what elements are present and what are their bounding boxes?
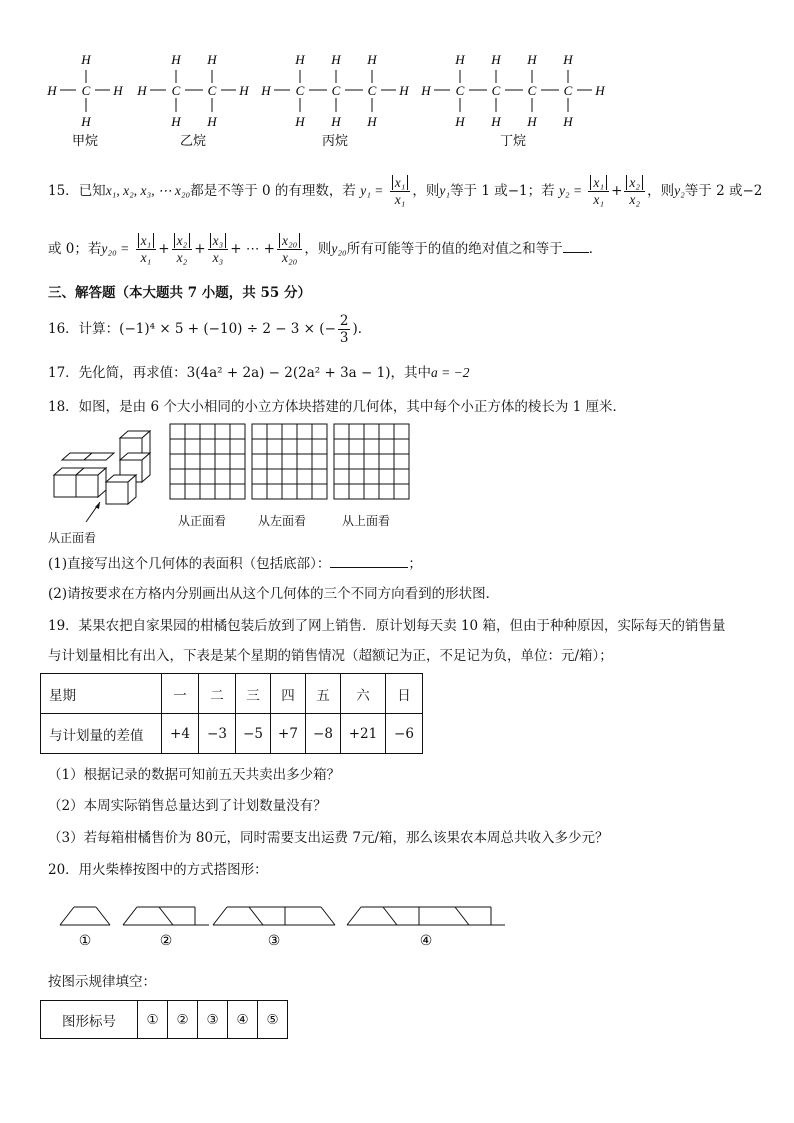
q15-fraction-3a bbox=[136, 233, 157, 266]
hydrogen-atom: H bbox=[563, 52, 573, 67]
grid-cell[interactable] bbox=[282, 469, 297, 484]
match-line bbox=[383, 907, 397, 925]
q15-y2: y₂ = bbox=[558, 183, 583, 198]
q15-text-6: 等于 2 或−2 bbox=[684, 183, 763, 199]
grid-cell[interactable] bbox=[282, 439, 297, 454]
q19-day: 三 bbox=[236, 674, 271, 714]
grid-cell[interactable] bbox=[200, 469, 215, 484]
grid-cell[interactable] bbox=[215, 424, 230, 439]
hydrogen-atom: H bbox=[399, 83, 409, 98]
q19-day: 一 bbox=[162, 674, 199, 714]
q19-day: 六 bbox=[341, 674, 386, 714]
matchstick-figure bbox=[123, 907, 209, 925]
grid-cell[interactable] bbox=[312, 454, 327, 469]
q15-line2 bbox=[48, 233, 602, 266]
grid-cell[interactable] bbox=[364, 424, 379, 439]
hydrogen-atom: H bbox=[455, 52, 465, 67]
q19-day: 五 bbox=[306, 674, 341, 714]
grid-cell[interactable] bbox=[267, 424, 282, 439]
hydrogen-atom: H bbox=[113, 83, 123, 98]
q19-line2: 与计划量相比有出入，下表是某个星期的销售情况（超额记为正，不足记为负，单位：元/箱）； bbox=[48, 648, 613, 664]
grid-cell[interactable] bbox=[349, 454, 364, 469]
q15-y20: y₂₀ = bbox=[101, 241, 130, 256]
grid-cell[interactable] bbox=[334, 469, 349, 484]
grid-cell[interactable] bbox=[379, 439, 394, 454]
q20-figure-table bbox=[40, 1000, 288, 1039]
molecule-name: 丙烷 bbox=[321, 133, 349, 148]
grid-cell[interactable] bbox=[170, 469, 185, 484]
grid-cell[interactable] bbox=[200, 424, 215, 439]
q19-value: −6 bbox=[386, 714, 423, 754]
matchstick-figure bbox=[213, 907, 335, 925]
hydrogen-atom: H bbox=[295, 52, 305, 67]
grid-cell[interactable] bbox=[185, 439, 200, 454]
grid-cell[interactable] bbox=[170, 439, 185, 454]
grid-cell[interactable] bbox=[379, 424, 394, 439]
q18-grid-label-left: 从左面看 bbox=[258, 514, 307, 528]
grid-cell[interactable] bbox=[200, 439, 215, 454]
q19-value: +7 bbox=[271, 714, 306, 754]
q18-text: 18．如图，是由 6 个大小相同的小立方体块搭建的几何体，其中每个小正方体的棱长为 1 厘米． bbox=[48, 399, 627, 415]
q20-matchstick-figures bbox=[0, 895, 794, 955]
q15-frac3d-den: x₂₀ bbox=[281, 250, 298, 265]
q15-fraction-2a bbox=[588, 175, 609, 208]
grid-cell[interactable] bbox=[215, 484, 230, 499]
hydrogen-atom: H bbox=[261, 83, 271, 98]
carbon-atom: C bbox=[367, 83, 377, 98]
q19-value: −5 bbox=[236, 714, 271, 754]
q18-grid-label-front: 从正面看 bbox=[178, 514, 227, 528]
q19-table-value-row bbox=[41, 714, 423, 754]
q15-fraction-1 bbox=[390, 175, 411, 208]
q15-answer-blank[interactable] bbox=[563, 252, 589, 253]
q18-cube-figure bbox=[48, 430, 160, 525]
hydrogen-atom: H bbox=[295, 114, 305, 129]
q19-value: +21 bbox=[341, 714, 386, 754]
hydrogen-atom: H bbox=[171, 114, 181, 129]
match-line bbox=[159, 907, 173, 925]
grid-cell[interactable] bbox=[230, 469, 245, 484]
carbon-atom: C bbox=[295, 83, 305, 98]
q19-value: +4 bbox=[162, 714, 199, 754]
q20-table-col: ② bbox=[168, 1001, 198, 1039]
hydrogen-atom: H bbox=[491, 52, 501, 67]
grid-cell[interactable] bbox=[200, 484, 215, 499]
q17-value: a = −2 bbox=[430, 365, 470, 380]
grid-cell[interactable] bbox=[215, 469, 230, 484]
q19-row-label: 与计划量的差值 bbox=[41, 714, 162, 754]
q18-answer-blank[interactable] bbox=[330, 567, 408, 568]
hydrogen-atom: H bbox=[47, 83, 57, 98]
grid-cell[interactable] bbox=[312, 424, 327, 439]
drawing-grid[interactable] bbox=[170, 424, 245, 499]
figure-label: ② bbox=[159, 934, 173, 949]
q19-header-label: 星期 bbox=[41, 674, 162, 714]
grid-cell[interactable] bbox=[334, 439, 349, 454]
q15-frac1-den: x₁ bbox=[394, 192, 406, 207]
grid-cell[interactable] bbox=[394, 469, 409, 484]
grid-cell[interactable] bbox=[334, 454, 349, 469]
section-3-heading: 三、解答题（本大题共 7 小题，共 55 分） bbox=[48, 285, 311, 301]
grid-cell[interactable] bbox=[200, 454, 215, 469]
q15-frac3b-den: x₂ bbox=[176, 250, 188, 265]
hydrogen-atom: H bbox=[455, 114, 465, 129]
grid-cell[interactable] bbox=[312, 469, 327, 484]
q19-sub1: （1）根据记录的数据可知前五天共卖出多少箱？ bbox=[48, 767, 341, 783]
grid-cell[interactable] bbox=[379, 469, 394, 484]
q15-fraction-3c bbox=[208, 233, 229, 266]
grid-cell[interactable] bbox=[230, 454, 245, 469]
hydrogen-atom: H bbox=[563, 114, 573, 129]
grid-cell[interactable] bbox=[252, 439, 267, 454]
match-line bbox=[321, 907, 335, 925]
q15-frac3c-num: x₃ bbox=[210, 233, 227, 248]
q18-sub2: (2)请按要求在方格内分别画出从这个几何体的三个不同方向看到的形状图． bbox=[48, 586, 500, 602]
grid-cell[interactable] bbox=[267, 469, 282, 484]
grid-cell[interactable] bbox=[215, 439, 230, 454]
hydrogen-atom: H bbox=[137, 83, 147, 98]
grid-cell[interactable] bbox=[282, 454, 297, 469]
q19-day: 四 bbox=[271, 674, 306, 714]
grid-cell[interactable] bbox=[282, 424, 297, 439]
q19-sales-table bbox=[40, 673, 423, 754]
hydrogen-atom: H bbox=[367, 52, 377, 67]
hydrogen-atom: H bbox=[367, 114, 377, 129]
q15-y1b: y₁ bbox=[439, 183, 451, 198]
hydrogen-atom: H bbox=[491, 114, 501, 129]
grid-cell[interactable] bbox=[394, 454, 409, 469]
q15-y20b: y₂₀ bbox=[331, 241, 347, 256]
matchstick-figure bbox=[347, 907, 505, 925]
grid-cell[interactable] bbox=[185, 424, 200, 439]
q15-y2b: y₂ bbox=[674, 183, 685, 198]
q19-value: −8 bbox=[306, 714, 341, 754]
grid-cell[interactable] bbox=[394, 439, 409, 454]
grid-cell[interactable] bbox=[312, 484, 327, 499]
grid-cell[interactable] bbox=[297, 439, 312, 454]
match-line bbox=[123, 907, 137, 925]
q15-line1 bbox=[48, 175, 762, 208]
figure-label: ④ bbox=[419, 934, 433, 949]
grid-cell[interactable] bbox=[334, 484, 349, 499]
q16-paren-close: )． bbox=[352, 321, 372, 337]
grid-cell[interactable] bbox=[215, 454, 230, 469]
q15-text-7: 或 0；若 bbox=[48, 241, 102, 257]
hydrogen-atom: H bbox=[595, 83, 605, 98]
grid-cell[interactable] bbox=[349, 469, 364, 484]
grid-cell[interactable] bbox=[312, 439, 327, 454]
q16-frac-den: 3 bbox=[339, 330, 349, 346]
q20-table-col: ③ bbox=[198, 1001, 228, 1039]
q15-frac3c-den: x₃ bbox=[212, 250, 224, 265]
q20-table-col: ④ bbox=[228, 1001, 258, 1039]
hydrogen-atom: H bbox=[207, 52, 217, 67]
q19-sub2: （2）本周实际销售总量达到了计划数量没有？ bbox=[48, 798, 327, 814]
q15-fraction-2b bbox=[624, 175, 645, 208]
grid-cell[interactable] bbox=[185, 484, 200, 499]
hydrogen-atom: H bbox=[81, 114, 91, 129]
carbon-atom: C bbox=[527, 83, 537, 98]
grid-cell[interactable] bbox=[364, 454, 379, 469]
q17 bbox=[48, 364, 469, 382]
q16-frac-num: 2 bbox=[339, 313, 349, 329]
q20-table-col: ⑤ bbox=[258, 1001, 288, 1039]
q19-line1: 19．某果农把自家果园的柑橘包装后放到了网上销售．原计划每天卖 10 箱，但由于种种原因，实际每天的销售量 bbox=[48, 618, 726, 634]
q16-fraction bbox=[338, 313, 351, 346]
alkane-structures bbox=[0, 40, 794, 160]
grid-cell[interactable] bbox=[334, 424, 349, 439]
q17-text: 17．先化简，再求值：3(4a² + 2a) − 2(2a² + 3a − 1)，其中 bbox=[48, 365, 431, 381]
q19-table-header-row bbox=[41, 674, 423, 714]
q19-day: 二 bbox=[199, 674, 236, 714]
grid-cell[interactable] bbox=[230, 439, 245, 454]
q15-fraction-3b bbox=[172, 233, 193, 266]
grid-cell[interactable] bbox=[282, 484, 297, 499]
q15-frac2b-den: x₂ bbox=[629, 192, 641, 207]
grid-cell[interactable] bbox=[230, 484, 245, 499]
grid-cell[interactable] bbox=[297, 454, 312, 469]
grid-cell[interactable] bbox=[185, 469, 200, 484]
drawing-grid[interactable] bbox=[252, 424, 327, 499]
hydrogen-atom: H bbox=[421, 83, 431, 98]
q16-text: 16．计算：(−1)⁴ × 5 + (−10) ÷ 2 − 3 × bbox=[48, 321, 315, 337]
grid-cell[interactable] bbox=[364, 439, 379, 454]
carbon-atom: C bbox=[455, 83, 465, 98]
molecule-name: 甲烷 bbox=[71, 133, 99, 148]
q15-plus-3: + bbox=[194, 241, 206, 257]
grid-cell[interactable] bbox=[349, 484, 364, 499]
q15-frac2a-num: x₁ bbox=[590, 175, 607, 190]
q18-sub1-end: ； bbox=[408, 556, 422, 572]
match-line bbox=[455, 907, 469, 925]
q15-text-8: ，则 bbox=[304, 241, 332, 257]
q15-number: 15． bbox=[48, 183, 79, 199]
grid-cell[interactable] bbox=[364, 484, 379, 499]
q15-text-5: ，则 bbox=[647, 183, 675, 199]
grid-cell[interactable] bbox=[230, 424, 245, 439]
q15-vars: x₁, x₂, x₃, ⋯ x₂₀ bbox=[105, 183, 191, 198]
q15-y1: y₁ = bbox=[360, 183, 384, 198]
q15-frac3a-den: x₁ bbox=[140, 250, 152, 265]
molecule-name: 乙烷 bbox=[179, 133, 207, 148]
q18-sub1 bbox=[48, 555, 422, 573]
drawing-grid[interactable] bbox=[334, 424, 409, 499]
q15-frac2a-den: x₁ bbox=[593, 192, 605, 207]
q18-grid-label-top: 从上面看 bbox=[342, 514, 391, 528]
q20-fill-text: 按图示规律填空： bbox=[48, 974, 156, 990]
grid-cell[interactable] bbox=[297, 424, 312, 439]
match-line bbox=[347, 907, 361, 925]
match-line bbox=[60, 907, 74, 925]
grid-cell[interactable] bbox=[297, 469, 312, 484]
q15-plus-2: + bbox=[158, 241, 170, 257]
q15-text-1: 已知 bbox=[78, 183, 106, 199]
q15-text-10: ． bbox=[588, 241, 603, 257]
figure-label: ③ bbox=[267, 934, 281, 949]
q19-sub3: （3）若每箱柑橘售价为 80元，同时需要支出运费 7元/箱，那么该果农本周总共收入多少元？ bbox=[48, 830, 609, 846]
grid-cell[interactable] bbox=[297, 484, 312, 499]
q20-table-label: 图形标号 bbox=[41, 1001, 138, 1039]
hydrogen-atom: H bbox=[239, 83, 249, 98]
q16-paren-open: (− bbox=[319, 321, 336, 337]
hydrogen-atom: H bbox=[527, 114, 537, 129]
q18-grids bbox=[165, 422, 415, 507]
grid-cell[interactable] bbox=[349, 424, 364, 439]
carbon-atom: C bbox=[331, 83, 341, 98]
q15-frac2b-num: x₂ bbox=[626, 175, 643, 190]
q20-text: 20．用火柴棒按图中的方式搭图形： bbox=[48, 862, 268, 878]
grid-cell[interactable] bbox=[252, 454, 267, 469]
q15-text-4: 等于 1 或−1；若 bbox=[450, 183, 555, 199]
q20-table-row bbox=[41, 1001, 288, 1039]
carbon-atom: C bbox=[171, 83, 181, 98]
q16 bbox=[48, 313, 371, 346]
match-line bbox=[213, 907, 227, 925]
q15-dots: + ⋯ + bbox=[230, 241, 275, 257]
grid-cell[interactable] bbox=[379, 454, 394, 469]
q18-view-label: 从正面看 bbox=[48, 531, 97, 545]
q15-plus-1: + bbox=[611, 183, 623, 199]
hydrogen-atom: H bbox=[81, 52, 91, 67]
q15-fraction-3d bbox=[277, 233, 302, 266]
figure-label: ① bbox=[78, 934, 92, 949]
hydrogen-atom: H bbox=[331, 52, 341, 67]
carbon-atom: C bbox=[491, 83, 501, 98]
grid-cell[interactable] bbox=[379, 484, 394, 499]
grid-cell[interactable] bbox=[267, 484, 282, 499]
grid-cell[interactable] bbox=[170, 454, 185, 469]
q19-day: 日 bbox=[386, 674, 423, 714]
q15-text-3: ，则 bbox=[412, 183, 440, 199]
grid-cell[interactable] bbox=[252, 484, 267, 499]
q15-frac3a-num: x₁ bbox=[138, 233, 155, 248]
hydrogen-atom: H bbox=[207, 114, 217, 129]
grid-cell[interactable] bbox=[252, 469, 267, 484]
grid-cell[interactable] bbox=[349, 439, 364, 454]
matchstick-figure bbox=[60, 907, 110, 925]
grid-cell[interactable] bbox=[267, 454, 282, 469]
grid-cell[interactable] bbox=[394, 424, 409, 439]
q15-text-2: 都是不等于 0 的有理数，若 bbox=[190, 183, 356, 199]
carbon-atom: C bbox=[81, 83, 91, 98]
grid-cell[interactable] bbox=[185, 454, 200, 469]
hydrogen-atom: H bbox=[527, 52, 537, 67]
q19-value: −3 bbox=[199, 714, 236, 754]
carbon-atom: C bbox=[207, 83, 217, 98]
q18-sub1-text: (1)直接写出这个几何体的表面积（包括底部）： bbox=[48, 556, 331, 572]
match-line bbox=[96, 907, 110, 925]
grid-cell[interactable] bbox=[170, 484, 185, 499]
grid-cell[interactable] bbox=[394, 484, 409, 499]
hydrogen-atom: H bbox=[171, 52, 181, 67]
q15-frac1-num: x₁ bbox=[392, 175, 409, 190]
hydrogen-atom: H bbox=[331, 114, 341, 129]
q20-table-col: ① bbox=[138, 1001, 168, 1039]
grid-cell[interactable] bbox=[252, 424, 267, 439]
molecule-name: 丁烷 bbox=[499, 133, 527, 148]
q15-frac3d-num: x₂₀ bbox=[279, 233, 300, 248]
carbon-atom: C bbox=[563, 83, 573, 98]
grid-cell[interactable] bbox=[170, 424, 185, 439]
q15-frac3b-num: x₂ bbox=[174, 233, 191, 248]
grid-cell[interactable] bbox=[267, 439, 282, 454]
grid-cell[interactable] bbox=[364, 469, 379, 484]
match-line bbox=[249, 907, 263, 925]
q15-text-9: 所有可能等于的值的绝对值之和等于 bbox=[346, 241, 563, 257]
